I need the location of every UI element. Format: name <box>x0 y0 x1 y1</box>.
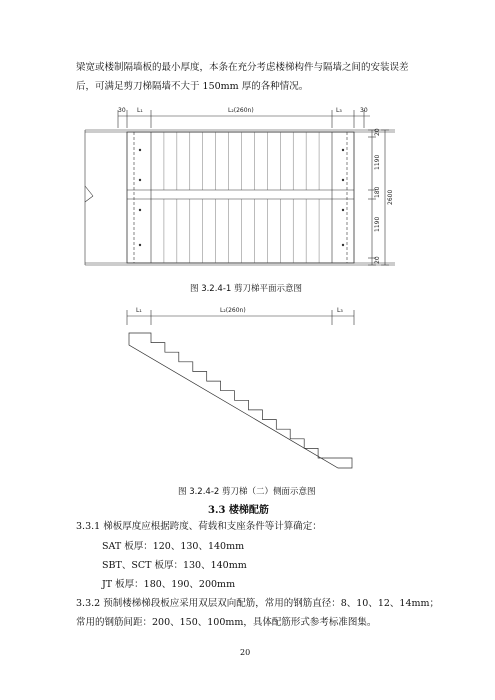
clause-3-3-1: 3.3.1 梯板厚度应根据跨度、荷载和支座条件等计算确定： <box>76 521 322 532</box>
intro-line-1: 梁宽或楼制隔墙板的最小厚度，本条在充分考虑楼梯构件与隔墙之间的安装误差 <box>76 62 409 73</box>
clause-jt-thickness: JT 板厚：180、190、200mm <box>102 579 236 590</box>
dim-l1: L₁ <box>137 107 143 114</box>
dim-l2: L₂(260n) <box>228 107 254 114</box>
clause-sbt-thickness: SBT、SCT 板厚：130、140mm <box>102 560 247 571</box>
dim-r-top: 20 <box>374 128 381 136</box>
page-number: 20 <box>240 648 251 657</box>
dim-r-mid: 180 <box>374 186 381 198</box>
dim-left-margin: 30 <box>118 107 126 114</box>
dim-r-lower: 1190 <box>374 216 381 232</box>
dim-r-bottom: 20 <box>374 256 381 264</box>
dim-r-upper: 1190 <box>374 154 381 170</box>
dim-total: 2600 <box>387 189 394 205</box>
clause-3-3-2-cont: 常用的钢筋间距：200、150、100mm，具体配筋形式参考标准图集。 <box>76 617 377 628</box>
section-title: 3.3 楼梯配筋 <box>208 505 269 516</box>
clause-3-3-2: 3.3.2 预制楼梯梯段板应采用双层双向配筋，常用的钢筋直径：8、10、12、14mm； <box>76 598 440 609</box>
dim-l3: L₃ <box>336 107 342 114</box>
intro-line-2: 后，可满足剪刀梯隔墙不大于 150mm 厚的各种情况。 <box>76 81 309 92</box>
side-dim-l2: L₂(260n) <box>220 307 246 314</box>
dim-right-margin: 30 <box>360 107 368 114</box>
side-dim-l3: L₃ <box>337 307 343 314</box>
side-dim-l1: L₁ <box>136 307 142 314</box>
figure1-caption: 图 3.2.4-1 剪刀梯平面示意图 <box>190 284 303 294</box>
clause-sat-thickness: SAT 板厚：120、130、140mm <box>102 541 245 552</box>
figure2-caption: 图 3.2.4-2 剪刀梯（二）侧面示意图 <box>178 487 316 497</box>
